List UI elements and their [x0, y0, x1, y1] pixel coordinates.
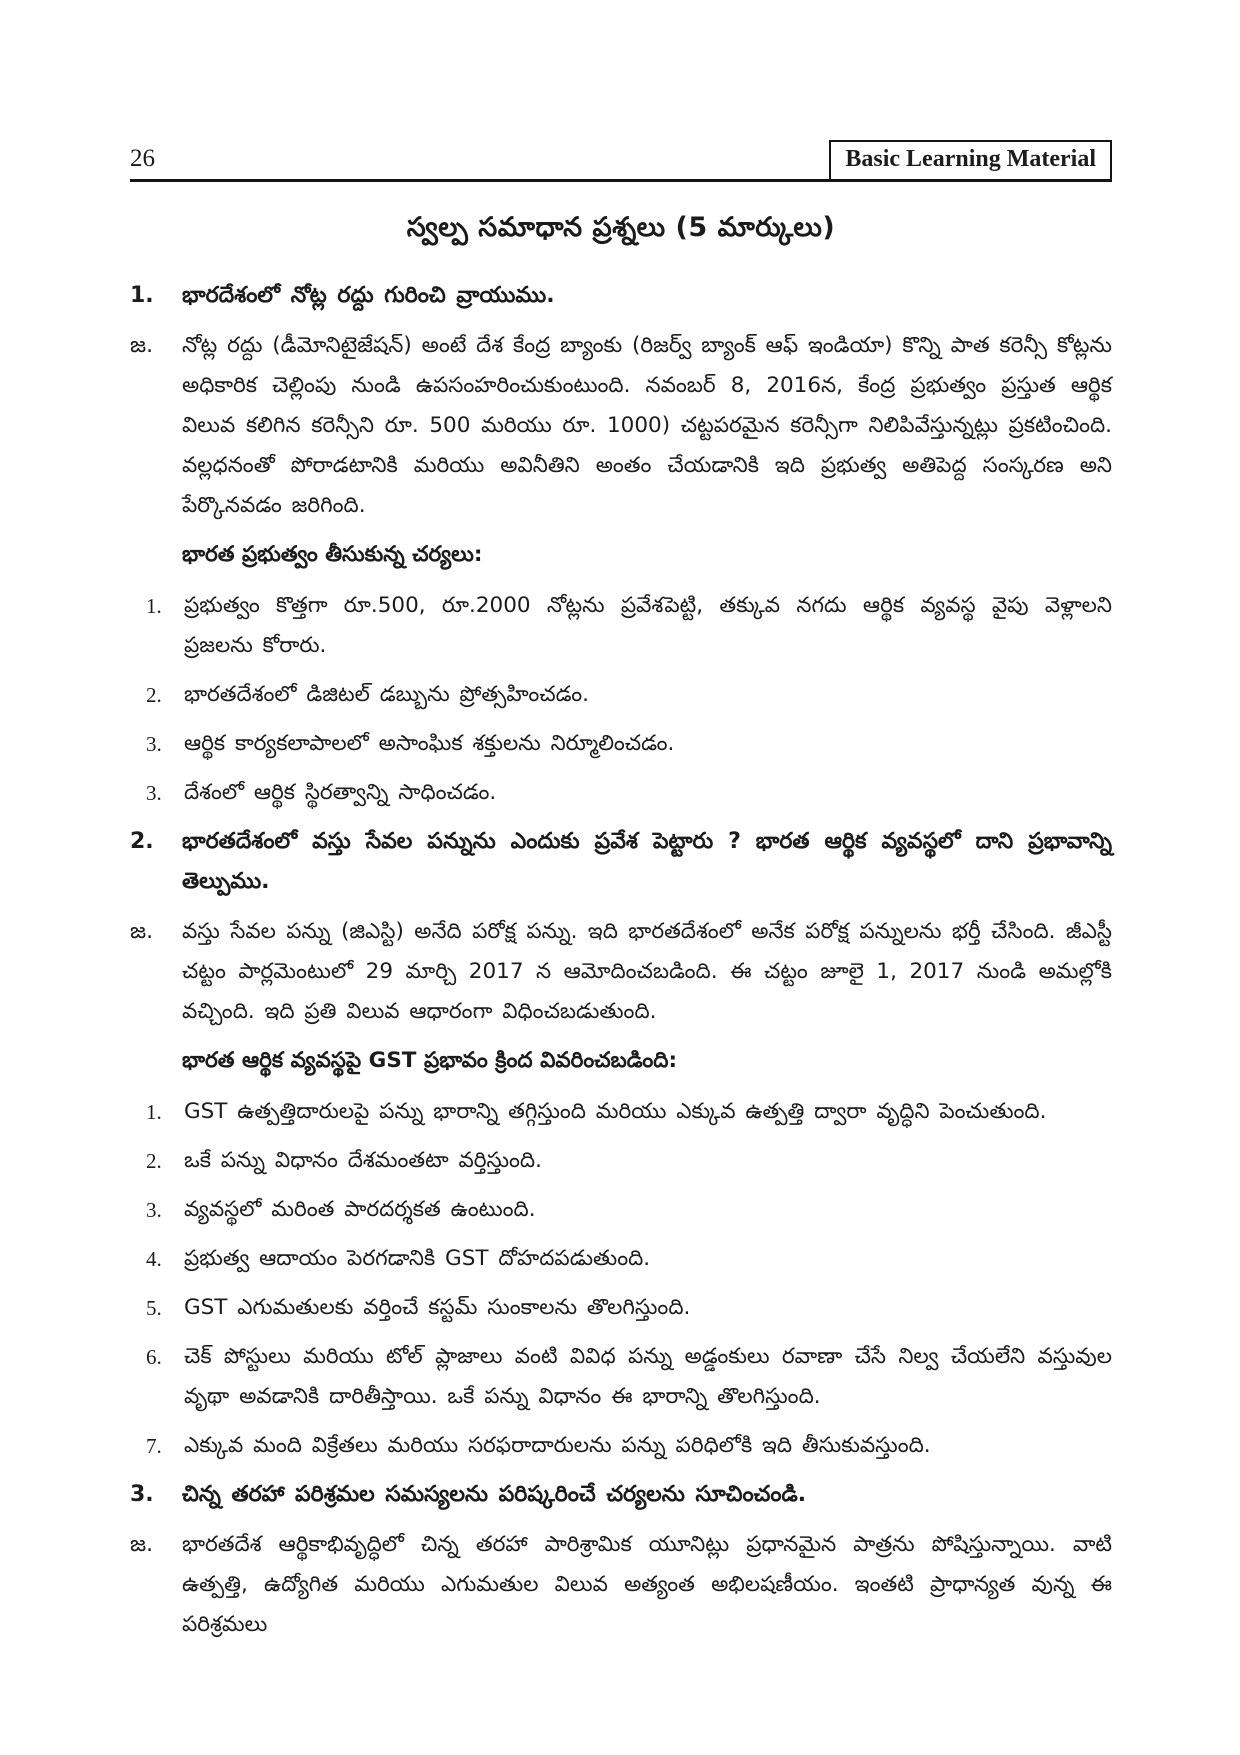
list-item-text: GST ఎగుమతులకు వర్తించే కస్టమ్ సుంకాలను తొలగిస్తుంది.	[184, 1295, 691, 1320]
question-text: చిన్న తరహా పరిశ్రమల సమస్యలను పరిష్కరించే చర్యలను సూచించండి.	[182, 1482, 807, 1507]
page-number: 26	[130, 145, 155, 172]
subheading-govt-measures: భారత ప్రభుత్వం తీసుకున్న చర్యలు:	[182, 542, 483, 567]
question-text: భారదేశంలో నోట్ల రద్దు గురించి వ్రాయుము.	[182, 283, 555, 308]
list-item	[146, 1337, 1112, 1417]
list-item	[146, 724, 1112, 764]
list-item-number: 6.	[146, 1345, 162, 1369]
list-item	[146, 1092, 1112, 1132]
question-text: భారతదేశంలో వస్తు సేవల పన్నును ఎందుకు ప్రవేశ పెట్టారు ? భారత ఆర్థిక వ్యవస్థలో దాని ప్రభావాన్ని తెల్పుము.	[182, 829, 1112, 894]
page-header	[130, 140, 1112, 182]
list-item-number: 3.	[146, 732, 162, 756]
page-title: స్వల్ప సమాధాన ప్రశ్నలు (5 మార్కులు)	[406, 212, 836, 243]
list-item-text: వ్యవస్థలో మరింత పారదర్శకత ఉంటుంది.	[184, 1197, 536, 1222]
list-item	[146, 675, 1112, 715]
list-item-text: GST ఉత్పత్తిదారులపై పన్ను భారాన్ని తగ్గిస్తుంది మరియు ఎక్కువ ఉత్పత్తి ద్వారా వృద్ధిని పెంచుతుంది.	[184, 1099, 1047, 1124]
question-3	[130, 1475, 1112, 1515]
question-number: 2.	[130, 829, 154, 854]
list-item-text: ఆర్థిక కార్యకలాపాలలో అసాంఘిక శక్తులను నిర్మూలించడం.	[184, 731, 675, 756]
list-item-text: ప్రభుత్వ ఆదాయం పెరగడానికి GST దోహదపడుతుంది.	[184, 1246, 651, 1271]
list-item-text: ప్రభుత్వం కొత్తగా రూ.500, రూ.2000 నోట్లను ప్రవేశపెట్టి, తక్కువ నగదు ఆర్థిక వ్యవస్థ వైపు వెళ్లాలని ప్రజలను కోరారు.	[184, 593, 1112, 658]
list-item-number: 1.	[146, 594, 162, 618]
question-number: 3.	[130, 1482, 154, 1507]
list-item-number: 3.	[146, 1198, 162, 1222]
answer-text: వస్తు సేవల పన్ను (జిఎస్టి) అనేది పరోక్ష పన్ను. ఇది భారతదేశంలో అనేక పరోక్ష పన్నులను భర్తీ చేసింది. జీఎస్టీ చట్టం పార్లమెంటులో 29 మార్చి 2017 న ఆమోదించబడింది. ఈ చట్టం జూలై 1, 2017 నుండి అమల్లోకి వచ్చింది. ఇది ప్రతి విలువ ఆధారంగా విధించబడుతుంది.	[182, 919, 1112, 1024]
list-q1	[146, 586, 1112, 813]
list-item-number: 5.	[146, 1296, 162, 1320]
list-item-text: దేశంలో ఆర్థిక స్థిరత్వాన్ని సాధించడం.	[184, 780, 497, 805]
answer-2	[130, 912, 1112, 1032]
list-item-text: భారతదేశంలో డిజిటల్ డబ్బును ప్రోత్సహించడం.	[184, 682, 589, 707]
header-badge: Basic Learning Material	[829, 140, 1112, 179]
answer-3	[130, 1525, 1112, 1645]
list-item	[146, 1190, 1112, 1230]
list-item-text: ఒకే పన్ను విధానం దేశమంతటా వర్తిస్తుంది.	[184, 1148, 542, 1173]
answer-text: భారతదేశ ఆర్థికాభివృద్ధిలో చిన్న తరహా పారిశ్రామిక యూనిట్లు ప్రధానమైన పాత్రను పోషిస్తున్నాయి. వాటి ఉత్పత్తి, ఉద్యోగిత మరియు ఎగుమతుల విలువ అత్యంత అభిలషణీయం. ఇంతటి ప్రాధాన్యత వున్న ఈ పరిశ్రమలు	[182, 1532, 1112, 1637]
subheading-gst-impact: భారత ఆర్థిక వ్యవస్థపై GST ప్రభావం క్రింద వివరించబడింది:	[182, 1048, 678, 1073]
list-item-number: 7.	[146, 1434, 162, 1458]
answer-1	[130, 326, 1112, 526]
answer-marker: జ.	[130, 333, 154, 358]
list-item-number: 1.	[146, 1100, 162, 1124]
answer-marker: జ.	[130, 919, 154, 944]
answer-marker: జ.	[130, 1532, 154, 1557]
list-item-text: చెక్ పోస్టులు మరియు టోల్ ప్లాజాలు వంటి వివిధ పన్ను అడ్డంకులు రవాణా చేసే నిల్వ చేయలేని వస్తువుల వృథా అవడానికి దారితీస్తాయి. ఒకే పన్ను విధానం ఈ భారాన్ని తొలగిస్తుంది.	[184, 1344, 1112, 1409]
list-item-number: 3.	[146, 781, 162, 805]
question-number: 1.	[130, 283, 154, 308]
question-1	[130, 276, 1112, 316]
list-q2	[146, 1092, 1112, 1466]
list-item	[146, 1239, 1112, 1279]
list-item	[146, 1426, 1112, 1466]
answer-text: నోట్ల రద్దు (డీమోనిటైజేషన్) అంటే దేశ కేంద్ర బ్యాంకు (రిజర్వ్ బ్యాంక్ ఆఫ్ ఇండియా) కొన్ని పాత కరెన్సీ కోట్లను అధికారిక చెల్లింపు నుండి ఉపసంహరించుకుంటుంది. నవంబర్ 8, 2016న, కేంద్ర ప్రభుత్వం ప్రస్తుత ఆర్థిక విలువ కలిగిన కరెన్సీని రూ. 500 మరియు రూ. 1000) చట్టపరమైన కరెన్సీగా నిలిపివేస్తున్నట్లు ప్రకటించింది. వల్లధనంతో పోరాడటానికి మరియు అవినీతిని అంతం చేయడానికి ఇది ప్రభుత్వ అతిపెద్ద సంస్కరణ అని పేర్కొనవడం జరిగింది.	[182, 333, 1112, 518]
list-item-number: 2.	[146, 683, 162, 707]
list-item	[146, 1141, 1112, 1181]
list-item-number: 4.	[146, 1247, 162, 1271]
list-item	[146, 1288, 1112, 1328]
question-2	[130, 822, 1112, 902]
list-item	[146, 773, 1112, 813]
list-item	[146, 586, 1112, 666]
list-item-number: 2.	[146, 1149, 162, 1173]
list-item-text: ఎక్కువ మంది విక్రేతలు మరియు సరఫరాదారులను పన్ను పరిధిలోకి ఇది తీసుకువస్తుంది.	[184, 1433, 931, 1458]
